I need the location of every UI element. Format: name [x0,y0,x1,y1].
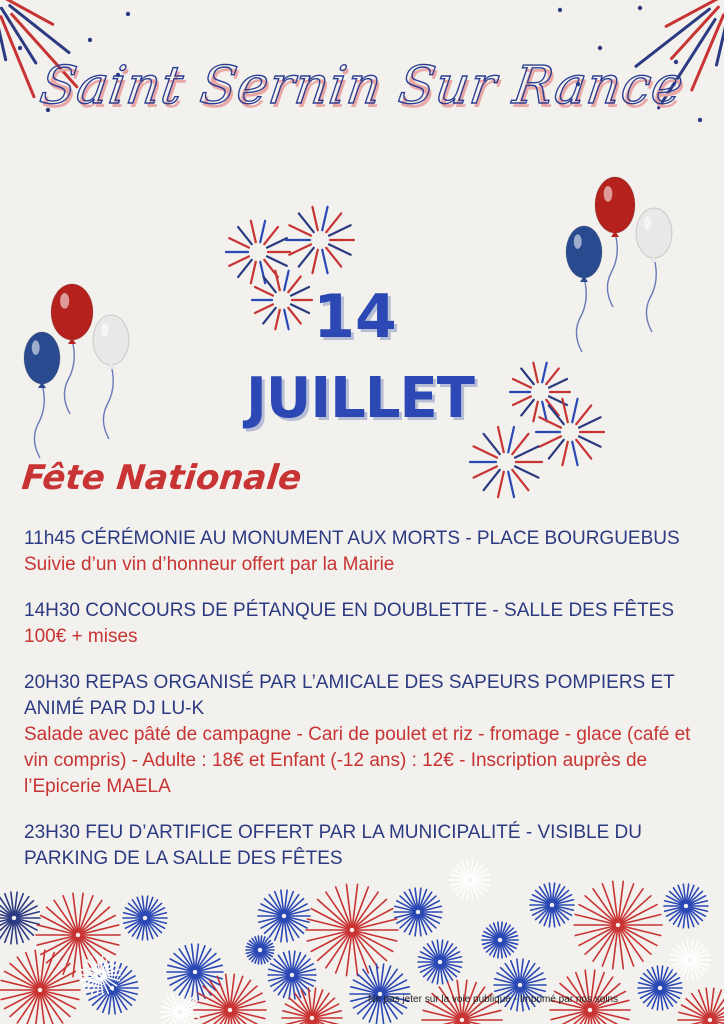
firework-icon [394,888,442,936]
event-title: 14H30 CONCOURS DE PÉTANQUE EN DOUBLETTE - SALLE DES FÊTES [24,600,675,621]
firework-icon [306,884,398,975]
firework-icon [36,893,120,976]
footer-note: Ne pas jeter sur la voie publique - Imprimé par nos soins [368,994,619,1005]
event-detail: Salade avec pâté de campagne - Cari de poulet et riz - fromage - glace (café et vin compris) - Adulte : 18€ et Enfant (-12 ans) : 12€ - Inscription auprès de l’Epicerie MAELA [24,724,691,797]
firework-icon [226,221,290,283]
event-list [24,526,714,892]
event-title: 23H30 FEU D’ARTIFICE OFFERT PAR LA MUNICIPALITÉ - VISIBLE DU PARKING DE LA SALLE DES FÊTES [24,822,643,869]
event-item [24,598,714,650]
firework-icon [418,940,462,984]
star-icon [698,118,702,122]
event-item [24,526,714,578]
blue-balloon-icon [24,332,60,458]
firework-icon [258,890,310,942]
event-item [24,820,714,872]
firework-icon [167,944,223,1000]
firework-icon [482,922,518,958]
event-title: 20H30 REPAS ORGANISÉ PAR L’AMICALE DES SAPEURS POMPIERS ET ANIMÉ PAR DJ LU-K [24,672,675,719]
blue-balloon-icon [566,226,602,352]
firework-icon [470,427,542,497]
firework-icon [80,955,120,995]
date-month: JUILLET [246,366,474,431]
firework-icon [246,936,274,964]
white-balloon-icon [93,315,129,439]
firework-icon [286,207,354,273]
firework-icon [160,992,200,1024]
star-icon [638,6,642,10]
event-detail: 100€ + mises [24,626,138,647]
star-icon [126,12,130,16]
white-balloon-icon [636,208,672,332]
date-day: 14 [313,282,397,352]
event-detail: Suivie d’un vin d’honneur offert par la Mairie [24,554,395,575]
star-icon [598,46,602,50]
town-title: Saint Sernin Sur Rance [36,56,688,116]
firework-icon [123,896,167,940]
firework-icon [574,881,662,968]
firework-icon [0,892,40,944]
star-icon [18,46,22,50]
event-item [24,670,714,800]
firework-icon [282,988,342,1024]
star-icon [88,38,92,42]
star-icon [558,8,562,12]
event-title: 11h45 CÉRÉMONIE AU MONUMENT AUX MORTS - PLACE BOURGUEBUS [24,528,680,549]
event-subtitle: Fête Nationale [19,458,304,498]
firework-icon [536,399,604,465]
